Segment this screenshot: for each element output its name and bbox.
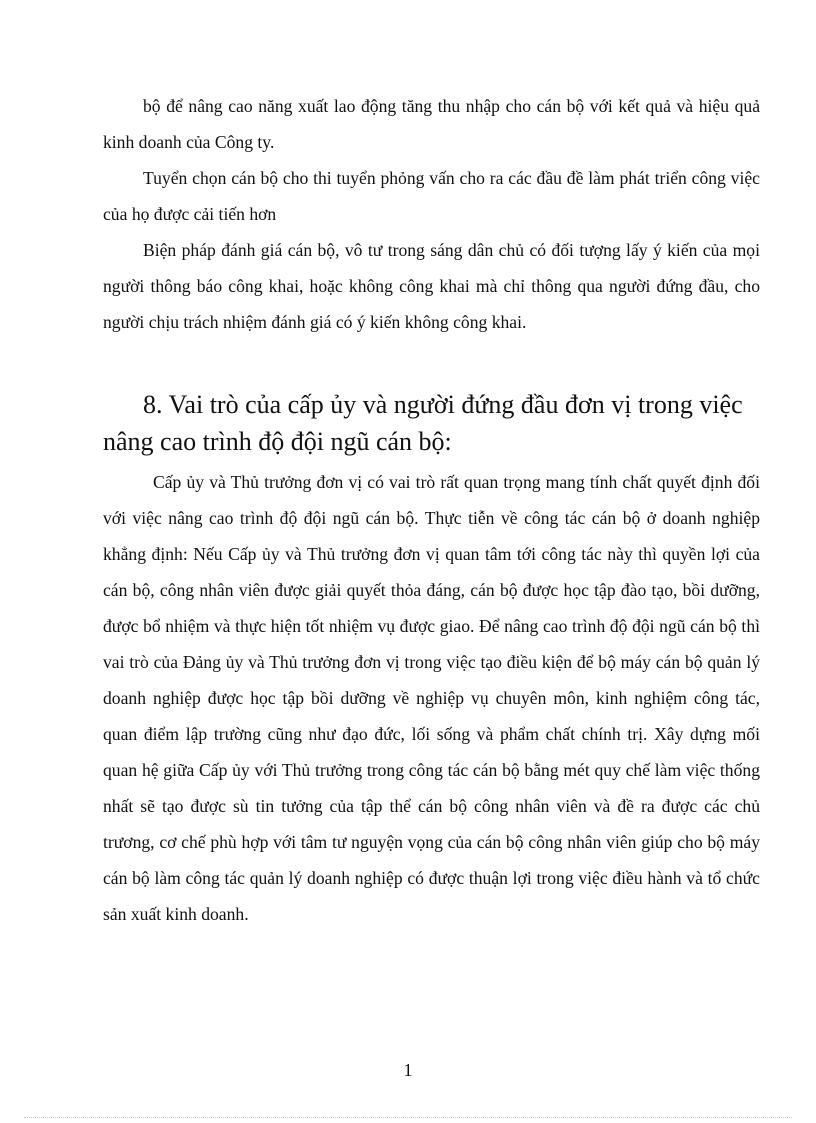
paragraph-recruitment: Tuyển chọn cán bộ cho thi tuyển phỏng vấn cho ra các đầu đề làm phát triển công việc của họ được cải tiến hơn [103, 168, 760, 224]
section-heading: 8. Vai trò của cấp ủy và người đứng đầu đơn vị trong việc nâng cao trình độ đội ngũ cán bộ: [103, 390, 743, 456]
paragraph-leadership-role: Cấp ủy và Thủ trưởng đơn vị có vai trò rất quan trọng mang tính chất quyết định đối với việc nâng cao trình độ đội ngũ cán bộ. Thực tiễn về công tác cán bộ ở doanh nghiệp khẳng định: Nếu Cấp ủy và Thủ trưởng đơn vị quan tâm tới công tác này thì quyền lợi của cán bộ, công nhân viên được giải quyết thỏa đáng, cán bộ được học tập đào tạo, bồi dưỡng, được bổ nhiệm và thực hiện tốt nhiệm vụ được giao. Để nâng cao trình độ đội ngũ cán bộ thì vai trò của Đảng ủy và Thủ trưởng đơn vị trong việc tạo điều kiện để bộ máy cán bộ quản lý doanh nghiệp được học tập bồi dưỡng về nghiệp vụ chuyên môn, kinh nghiệm công tác, quan điểm lập trường cũng như đạo đức, lối sống và phẩm chất chính trị. Xây dựng mối quan hệ giữa Cấp ủy với Thủ trưởng trong công tác cán bộ bằng mét quy chế làm việc thống nhất sẽ tạo được sù tin tưởng của tập thể cán bộ công nhân viên và đề ra được các chủ trương, cơ chế phù hợp với tâm tư nguyện vọng của cán bộ công nhân viên giúp cho bộ máy cán bộ làm công tác quản lý doanh nghiệp có được thuận lợi trong việc điều hành và tổ chức sản xuất kinh doanh. [103, 472, 760, 924]
paragraph-evaluation: Biện pháp đánh giá cán bộ, vô tư trong sáng dân chủ có đối tượng lấy ý kiến của mọi người thông báo công khai, hoặc không công khai mà chỉ thông qua người đứng đầu, cho người chịu trách nhiệm đánh giá có ý kiến không công khai. [103, 240, 760, 332]
bottom-divider [24, 1117, 792, 1118]
paragraph-productivity: bộ để nâng cao năng xuất lao động tăng thu nhập cho cán bộ với kết quả và hiệu quả kinh doanh của Công ty. [103, 96, 760, 152]
page-number: 1 [403, 1060, 413, 1080]
